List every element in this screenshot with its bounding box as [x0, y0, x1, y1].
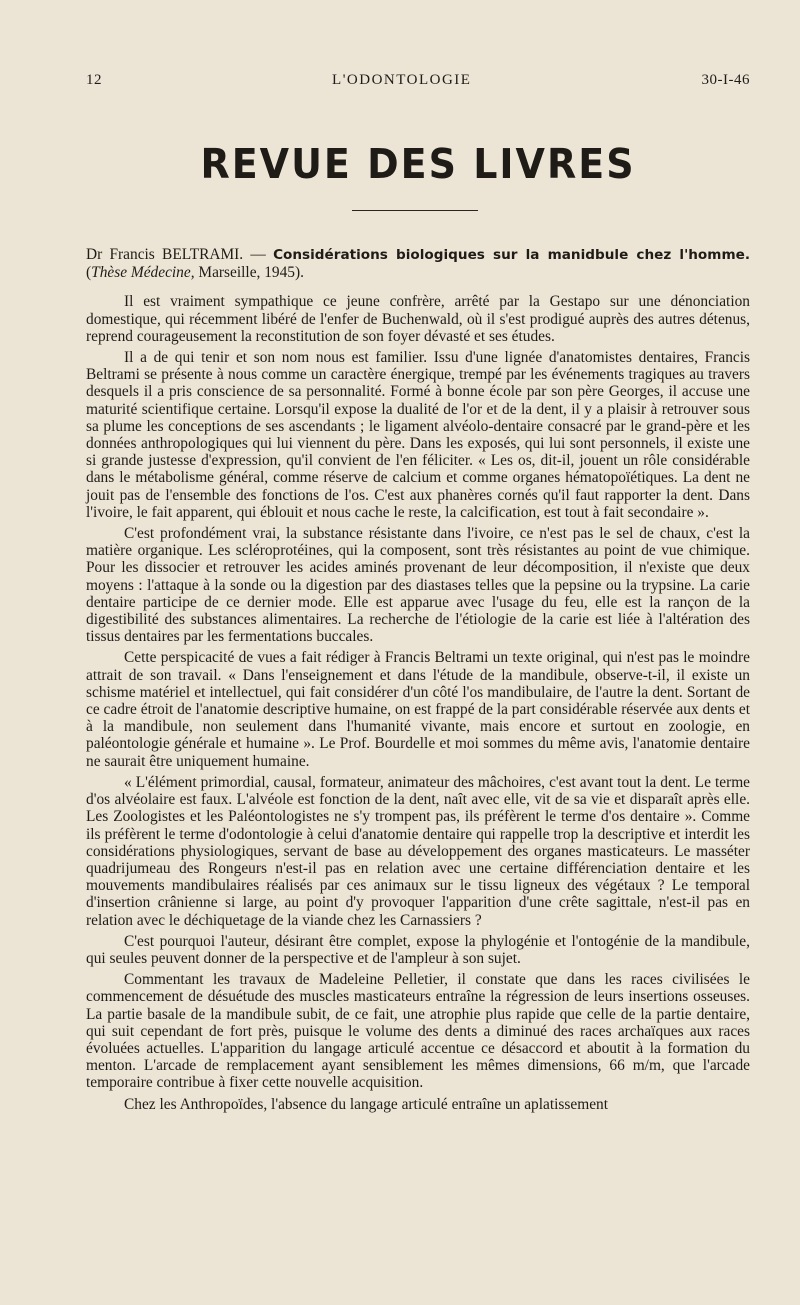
paragraph-7: Commentant les travaux de Madeleine Pelletier, il constate que dans les races civilisées le commencement de désuétude des muscles masticateurs entraîne la régression de leurs insertions osseuses. La partie basale de la mandibule subit, de ce fait, une atrophie plus rapide que celle de la partie dentaire, qui suit cependant de fort près, puisque le volume des dents a diminué des races archaïques aux races évoluées actuelles. L'apparition du langage articulé accentue ce désaccord et aboutit à la formation du menton. L'arcade de remplacement ayant sensiblement les mêmes dimensions, 66 m/m, que l'arcade temporaire contribue à fixer cette nouvelle acquisition.	[86, 971, 750, 1092]
page-number: 12	[86, 72, 102, 88]
paragraph-3: C'est profondément vrai, la substance résistante dans l'ivoire, ce n'est pas le sel de chaux, c'est la matière organique. Les scléroprotéines, qui la composent, sont très résistantes au point de vue chimique. Pour les dissocier et retrouver les acides aminés provenant de leur décomposition, il n'existe que deux moyens : l'attaque à la sonde ou la digestion par des diastases telles que la pepsine ou la trypsine. La carie dentaire participe de ce dernier mode. Elle est apparue avec l'usage du feu, elle est la rançon de la digestibilité des substances alimentaires. La recherche de l'étiologie de la carie est liée à l'altération des tissus dentaires par les fermentations buccales.	[86, 525, 750, 646]
paragraph-6: C'est pourquoi l'auteur, désirant être complet, expose la phylogénie et l'ontogénie de la mandibule, qui seules peuvent donner de la perspective et de l'ampleur à son sujet.	[86, 932, 750, 967]
running-header	[86, 72, 750, 89]
section-title: REVUE DES LIVRES	[200, 140, 636, 188]
review-body	[86, 246, 750, 1117]
issue-date: 30-I-46	[701, 72, 750, 88]
book-title: Considérations biologiques sur la manidbule chez l'homme.	[273, 247, 750, 263]
source-type: Thèse Médecine,	[91, 264, 195, 282]
paragraph-5: « L'élément primordial, causal, formateur, animateur des mâchoires, c'est avant tout la dent. Le terme d'os alvéolaire est faux. L'alvéole est fonction de la dent, naît avec elle, vit de sa vie et disparaît après elle. Les Zoologistes et les Paléontologistes ne s'y trompent pas, ils préfèrent le terme d'os dentaire ». Comme ils préfèrent le terme d'odontologie à celui d'anatomie dentaire qui rappelle trop la descriptive et interdit les considérations physiologiques, servant de base au développement des organes masticateurs. Le masséter quadrijumeau des Rongeurs n'est-il pas en relation avec une certaine différenciation dentaire et les mouvements mandibulaires réalisés par ces animaux sur le tissu ligneux des végétaux ? Le temporal d'insertion crânienne si large, au point d'y provoquer l'apparition d'une crête sagittale, n'est-il pas en relation avec le déchiquetage de la viande chez les Carnassiers ?	[86, 773, 750, 929]
source-place-year: Marseille, 1945).	[194, 264, 304, 282]
title-divider	[352, 210, 478, 211]
review-author: Dr Francis BELTRAMI. —	[86, 246, 266, 263]
paragraph-2: Il a de qui tenir et son nom nous est familier. Issu d'une lignée d'anatomistes dentaires, Francis Beltrami se présente à nous comme un caractère énergique, trempé par les événements tragiques au travers desquels il a pris conscience de sa personnalité. Formé à bonne école par son père Georges, il accuse une maturité scientifique certaine. Lorsqu'il expose la dualité de l'or et de la dent, il y a plaisir à retrouver sous sa plume les conceptions de ses ascendants ; le ligament alvéolo-dentaire consacré par le grand-père et les données anthropologiques qui lui viennent du père. Dans les exposés, qui lui sont personnels, il existe une si grande justesse d'expression, qu'il convient de l'en féliciter. « Les os, dit-il, jouent un rôle considérable dans le métabolisme général, comme réserve de calcium et comme organes hématopoïétiques. La dent ne jouit pas de l'ensemble des fonctions de l'os. C'est aux phanères cornés qu'il faut rapporter la dent. Dans l'ivoire, le fait apparent, qui éblouit et nous cache le reste, la calcification, est tout à fait secondaire ».	[86, 349, 750, 521]
source-open-paren: (	[86, 264, 92, 282]
journal-title: L'ODONTOLOGIE	[332, 72, 472, 88]
book-source	[86, 264, 304, 281]
paragraph-8: Chez les Anthropoïdes, l'absence du langage articulé entraîne un aplatissement	[124, 1095, 608, 1113]
paragraph-1: Il est vraiment sympathique ce jeune confrère, arrêté par la Gestapo sur une dénonciation domestique, qui récemment libéré de l'enfer de Buchenwald, où il s'est prodigué auprès des autres détenus, reprend courageusement la reconstitution de son foyer dévasté et ses études.	[86, 293, 750, 345]
paragraph-4: Cette perspicacité de vues a fait rédiger à Francis Beltrami un texte original, qui n'est pas le moindre attrait de son travail. « Dans l'enseignement et dans l'étude de la mandibule, observe-t-il, il existe un schisme matériel et intellectuel, qui fait considérer d'un côté l'os mandibulaire, de l'autre la dent. Sortant de ce cadre étroit de l'anatomie descriptive humaine, on est frappé de la part considérable réservée aux dents et à la mandibule, non seulement dans l'humanité vivante, mais encore et surtout en zoologie, en paléontologie générale et humaine ». Le Prof. Bourdelle et moi sommes du même avis, l'anatomie dentaire ne saurait être uniquement humaine.	[86, 649, 750, 770]
book-citation	[86, 246, 750, 281]
